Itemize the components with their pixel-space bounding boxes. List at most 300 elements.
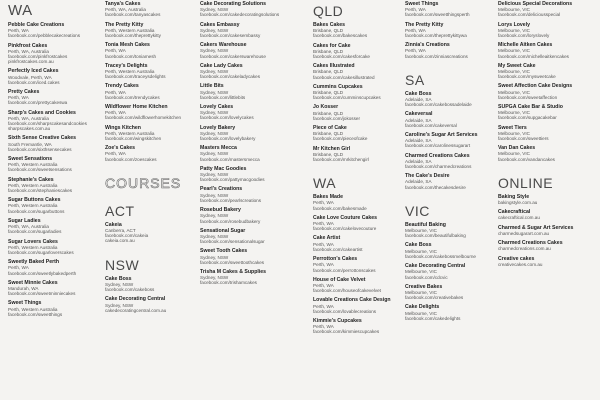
- listing-name: Sugar Buttons Cakes: [8, 197, 61, 204]
- listing-detail: charmedsugarart.com.au: [498, 230, 550, 236]
- listing-entry: [313, 44, 409, 60]
- listing-entry: [105, 105, 201, 121]
- listing-detail: facebook.com/houseofcakevelvet: [313, 288, 381, 294]
- listing-detail: facebook.com/mastersmecca: [200, 156, 260, 162]
- listing-entry: [313, 319, 409, 335]
- listing-entry: [200, 229, 296, 245]
- listing-name: Tracey's Delights: [105, 62, 148, 69]
- listing-entry: [200, 187, 296, 203]
- listing-entry: [405, 23, 501, 39]
- listing-detail: facebook.com/cdcvic: [405, 274, 448, 280]
- listing-entry: [405, 43, 501, 59]
- region-heading: COURSES: [105, 174, 182, 191]
- listing-name: Pinkfrost Cakes: [8, 42, 48, 49]
- listing-name: Cake Love Couture Cakes: [313, 214, 378, 221]
- listing-detail: Perth, WA: [313, 303, 334, 309]
- listing-name: Cakers Warehouse: [200, 42, 247, 49]
- listing-name: Cummins Cupcakes: [313, 83, 363, 90]
- region-heading: VIC: [405, 202, 430, 219]
- listing-entry: [8, 69, 104, 85]
- listing-name: Creative cakes: [498, 255, 535, 262]
- listing-name: Cakes Embassy: [200, 21, 240, 28]
- listing-detail: bakingstyle.com.au: [498, 200, 538, 206]
- listing-detail: Melbourne, VIC: [498, 69, 530, 75]
- listing-detail: Melbourne, VIC: [498, 130, 530, 136]
- listing-name: Sweet Things: [405, 1, 439, 7]
- listing-detail: facebook.com/toniamesh: [105, 53, 157, 59]
- listing-detail: Perth, WA: [405, 48, 426, 54]
- listing-name: Beautiful Baking: [405, 221, 446, 228]
- listing-detail: Melbourne, VIC: [498, 89, 530, 95]
- listing-name: Tonia Mesh Cakes: [105, 42, 150, 49]
- listing-detail: Perth, WA: [313, 324, 334, 330]
- listing-entry: [8, 281, 104, 297]
- listing-detail: Woodvale, Perth, WA: [8, 74, 52, 80]
- listing-detail: Perth, Western Australia: [8, 244, 58, 250]
- listing-entry: [200, 84, 296, 100]
- listing-name: Perrotton's Cakes: [313, 256, 358, 263]
- listing-detail: facebook.com/supgacakebar: [498, 115, 557, 121]
- listing-name: Pebble Cake Creations: [8, 22, 65, 28]
- listing-detail: facebook.com/lovablecreations: [313, 308, 377, 314]
- listing-name: The Cake's Desire: [405, 173, 450, 180]
- listing-detail: Melbourne, VIC: [405, 269, 437, 275]
- listing-entry: [200, 270, 296, 286]
- listing-name: Kimmie's Cupcakes: [313, 317, 362, 324]
- listing-name: Rosebud Bakery: [200, 207, 241, 214]
- listing-entry: [200, 43, 296, 59]
- listing-detail: Perth, WA: [105, 151, 126, 157]
- listing-detail: facebook.com/pinkfrostcakes: [8, 54, 68, 60]
- listing-detail: facebook.com/sweetaffection: [498, 94, 558, 100]
- listing-detail: facebook.com/traceysdelights: [105, 74, 166, 80]
- listing-name: Lovable Creations Cake Design: [313, 297, 391, 304]
- listing-entry: [405, 223, 501, 239]
- listing-entry: [8, 23, 104, 39]
- listing-detail: facebook.com/sweetlybakedperth: [8, 270, 77, 276]
- listing-name: Masters Mecca: [200, 145, 237, 152]
- listing-entry: [405, 264, 501, 280]
- listing-entry: [8, 111, 104, 132]
- listing-detail: facebook.com/sweetthings: [8, 311, 63, 317]
- listing-detail: facebook.com/cakeartist: [313, 246, 363, 252]
- listing-entry: [200, 105, 296, 121]
- region-heading: QLD: [313, 3, 344, 19]
- listing-entry: [313, 257, 409, 273]
- listing-detail: Perth, WA: [8, 28, 29, 34]
- listing-detail: Perth, Western Australia: [105, 27, 155, 33]
- listing-detail: facebook.com/mrkitchengirl: [313, 157, 369, 163]
- listing-detail: Sydney, NSW: [200, 254, 229, 260]
- listing-name: Cake Decorating Solutions: [200, 1, 267, 7]
- column-2: [105, 0, 201, 318]
- listing-entry: [405, 174, 501, 190]
- region-heading: WA: [313, 175, 337, 192]
- listing-detail: facebook.com/bakesmade: [313, 205, 367, 211]
- listing-detail: Adelaide, SA: [405, 179, 432, 185]
- listing-detail: Perth, Western Australia: [8, 162, 58, 168]
- listing-entry: [313, 195, 409, 211]
- listing-detail: Sydney, NSW: [200, 192, 229, 198]
- listing-entry: [200, 23, 296, 39]
- listing-detail: Sydney, NSW: [200, 89, 229, 95]
- listing-name: Sweet Tooth Cakes: [200, 248, 248, 255]
- listing-entry: [105, 64, 201, 80]
- listing-detail: cakedecoratingcentral.com.au: [105, 307, 167, 313]
- listing-detail: Perth, WA: [313, 221, 334, 227]
- listing-detail: facebook.com/stephaniescakes: [8, 188, 73, 194]
- listing-detail: Melbourne, VIC: [498, 48, 530, 54]
- listing-name: Cake Decorating Central: [105, 296, 166, 303]
- listing-detail: Sydney, NSW: [200, 27, 229, 33]
- listing-detail: facebook.com/theprettykitty: [105, 33, 161, 39]
- listing-entry: [313, 147, 409, 163]
- listing-entry: [405, 285, 501, 301]
- listing-entry: [105, 23, 201, 39]
- listing-entry: [498, 2, 594, 18]
- listing-detail: facebook.com/sweetminniecakes: [8, 291, 76, 297]
- listing-name: Cake Boss: [105, 275, 132, 282]
- listing-detail: South Fremantle, WA: [8, 141, 52, 147]
- listing-detail: facebook.com/vandancakes: [498, 156, 555, 162]
- listing-entry: [8, 260, 104, 276]
- listing-detail: facebook.com/sugarladies: [8, 229, 62, 235]
- listing-entry: [8, 240, 104, 256]
- listing-detail: facebook.com/tanyascakes: [105, 12, 161, 18]
- listing-name: Cakecraftical: [498, 209, 531, 216]
- listing-detail: creativecakes.com.au: [498, 261, 543, 267]
- listing-detail: Sydney, NSW: [200, 110, 229, 116]
- listing-entry: [498, 257, 594, 267]
- region-heading: SA: [405, 71, 425, 88]
- listing-name: Perfectly Iced Cakes: [8, 68, 59, 75]
- listing-entry: [8, 178, 104, 194]
- listing-entry: [498, 126, 594, 142]
- listing-entry: [498, 43, 594, 59]
- listing-name: Cake Lady Cakes: [200, 62, 243, 69]
- listing-entry: [105, 223, 201, 244]
- listing-name: Wildflower Home Kitchen: [105, 104, 168, 111]
- listing-name: Cake Artist: [313, 235, 341, 242]
- listing-entry: [200, 64, 296, 80]
- listing-entry: [313, 23, 409, 39]
- listing-entry: [498, 241, 594, 251]
- listing-detail: facebook.com/sharpscakesandcookies: [8, 121, 87, 127]
- listing-detail: facebook.com/deliciousspecial: [498, 12, 561, 18]
- listing-name: Sweet Minnie Cakes: [8, 279, 58, 286]
- listing-detail: Perth, WA: [8, 95, 29, 101]
- listing-name: Van Dan Cakes: [498, 145, 536, 152]
- listing-detail: facebook.com/cakeladycakes: [200, 74, 261, 80]
- listing-detail: Perth, Western Australia: [105, 69, 155, 75]
- listing-detail: Perth, WA, Australia: [105, 7, 146, 13]
- listing-detail: Perth, WA: [313, 262, 334, 268]
- listing-detail: facebook.com/zinniascreations: [405, 53, 468, 59]
- listing-entry: [8, 90, 104, 106]
- listing-name: Lovely Cakes: [200, 104, 234, 111]
- listing-detail: facebook.com/littlebits: [200, 94, 246, 100]
- listing-detail: facebook.com/pattymacgoodies: [200, 177, 265, 183]
- listing-detail: facebook.com/cakeboss: [105, 287, 155, 293]
- listing-entry: [313, 105, 409, 121]
- listing-detail: Perth, Western Australia: [8, 182, 58, 188]
- listing-name: Cakes for Cake: [313, 42, 351, 49]
- listing-detail: facebook.com/cakebossmelbourne: [405, 253, 476, 259]
- listing-detail: Adelaide, SA: [405, 138, 432, 144]
- listing-name: Sweet Things: [8, 300, 42, 307]
- column-5: [405, 0, 501, 326]
- listing-entry: [498, 226, 594, 236]
- listing-detail: Sydney, NSW: [200, 233, 229, 239]
- listing-detail: facebook.com/pebblecakecreations: [8, 33, 81, 39]
- listing-name: Charmed Creations Cakes: [498, 240, 563, 247]
- listing-entry: [498, 105, 594, 121]
- listing-entry: [105, 2, 201, 18]
- listing-detail: Perth, WA: [313, 282, 334, 288]
- listing-detail: Melbourne, VIC: [405, 310, 437, 316]
- listing-name: Sensational Sugar: [200, 227, 246, 234]
- listing-detail: facebook.com/sweetthingsperth: [405, 12, 470, 18]
- listing-detail: facebook.com/sweetsensations: [8, 167, 72, 173]
- listing-detail: facebook.com/charmedcreations: [405, 164, 472, 170]
- listing-detail: facebook.com/bakescakes: [313, 33, 368, 39]
- listing-detail: Melbourne, VIC: [498, 110, 530, 116]
- listing-entry: [8, 136, 104, 152]
- listing-entry: [405, 154, 501, 170]
- listing-detail: Melbourne, VIC: [405, 228, 437, 234]
- listing-entry: [313, 236, 409, 252]
- listing-entry: [105, 146, 201, 162]
- listing-detail: Brisbane, QLD: [313, 48, 344, 54]
- listing-detail: Perth, WA: [105, 110, 126, 116]
- listing-name: SUPGA Cake Bar & Studio: [498, 104, 563, 111]
- listing-detail: pinkfrostcakes.com.au: [8, 59, 54, 65]
- listing-name: Piece of Cake: [313, 125, 347, 132]
- listing-detail: facebook.com/loryslovely: [498, 33, 550, 39]
- listing-name: Cake Delights: [405, 304, 440, 311]
- listing-name: Baking Style: [498, 193, 530, 200]
- column-6: [498, 0, 594, 272]
- listing-detail: Brisbane, QLD: [313, 28, 344, 34]
- listing-name: Cake Boss: [405, 90, 432, 97]
- listing-detail: facebook.com/cakedecoratingsolutions: [200, 12, 280, 18]
- listing-name: Sharp's Cakes and Cookies: [8, 109, 76, 116]
- listing-entry: [498, 64, 594, 80]
- listing-detail: Perth, WA: [313, 241, 334, 247]
- listing-name: Charmed Creations Cakes: [405, 152, 470, 159]
- listing-detail: Sydney, NSW: [200, 275, 229, 281]
- listing-entry: [313, 64, 409, 80]
- listing-name: Cake Decorating Central: [405, 263, 466, 270]
- listing-entry: [313, 278, 409, 294]
- listing-name: Bakes Cakes: [313, 22, 346, 28]
- listing-detail: facebook.com/trendycakes: [105, 94, 160, 100]
- listing-entry: [498, 146, 594, 162]
- listing-detail: facebook.com/thecakesdesire: [405, 184, 466, 190]
- listing-name: Tanya's Cakes: [105, 1, 141, 7]
- listing-detail: facebook.com/cakelovecouture: [313, 226, 377, 232]
- listing-detail: facebook.com/lovelybakery: [200, 136, 256, 142]
- listing-detail: Sydney, NSW: [200, 130, 229, 136]
- listing-detail: cakeia.com.au: [105, 238, 135, 244]
- listing-detail: facebook.com/lovelycakes: [200, 115, 254, 121]
- listing-detail: Sydney, NSW: [105, 302, 134, 308]
- listing-name: Pretty Cakes: [8, 89, 40, 96]
- listing-entry: [8, 301, 104, 317]
- listing-detail: facebook.com/sweettoothcakes: [200, 259, 265, 265]
- listing-name: Sixth Sense Creative Cakes: [8, 135, 77, 142]
- listing-detail: facebook.com/creativebakes: [405, 295, 464, 301]
- listing-detail: facebook.com/cakeia: [105, 233, 149, 239]
- listing-name: Sweet Affection Cake Designs: [498, 83, 573, 90]
- listing-entry: [405, 133, 501, 149]
- listing-detail: Brisbane, QLD: [313, 90, 344, 96]
- listing-detail: facebook.com/mysweetcake: [498, 74, 556, 80]
- listing-entry: [200, 249, 296, 265]
- listing-detail: Perth, WA, Australia: [8, 115, 49, 121]
- listing-detail: Canberra, ACT: [105, 228, 136, 234]
- listing-detail: facebook.com/wildflowerhomekitchen: [105, 115, 182, 121]
- listing-detail: facebook.com/sweettiers: [498, 136, 549, 142]
- listing-entry: [105, 43, 201, 59]
- listing-detail: facebook.com/cakesillustrated: [313, 74, 375, 80]
- listing-name: Charmed & Sugar Art Services: [498, 224, 574, 231]
- listing-detail: Brisbane, QLD: [313, 110, 344, 116]
- listing-entry: [8, 198, 104, 214]
- region-heading: WA: [8, 2, 33, 19]
- listing-detail: Perth, WA, Australia: [8, 224, 49, 230]
- listing-name: Jo Kosser: [313, 104, 339, 111]
- listing-detail: cakecraftical.com.au: [498, 215, 540, 221]
- listing-name: Caroline's Sugar Art Services: [405, 132, 478, 139]
- listing-detail: facebook.com/cakebossadelaide: [405, 102, 472, 108]
- listing-detail: Sydney, NSW: [200, 7, 229, 13]
- region-heading: NSW: [105, 256, 140, 273]
- listing-entry: [313, 216, 409, 232]
- listing-detail: facebook.com/pieceofcake: [313, 136, 368, 142]
- listing-name: Sugar Lovers Cakes: [8, 238, 58, 245]
- listing-detail: Adelaide, SA: [405, 117, 432, 123]
- listing-detail: Brisbane, QLD: [313, 151, 344, 157]
- region-heading: ONLINE: [498, 174, 554, 191]
- listing-detail: Sydney, NSW: [200, 172, 229, 178]
- listing-detail: Perth, WA: [8, 265, 29, 271]
- listing-name: Delicious Special Decorations: [498, 1, 573, 7]
- listing-detail: Adelaide, SA: [405, 97, 432, 103]
- listing-detail: facebook.com/cakesforcake: [313, 54, 370, 60]
- listing-name: Bakes Made: [313, 194, 343, 201]
- listing-detail: Melbourne, VIC: [405, 289, 437, 295]
- listing-detail: Sydney, NSW: [200, 69, 229, 75]
- listing-entry: [105, 297, 201, 313]
- listing-entry: [405, 92, 501, 108]
- listing-entry: [105, 84, 201, 100]
- listing-name: Sugar Ladies: [8, 217, 41, 224]
- listing-detail: Sydney, NSW: [200, 151, 229, 157]
- listing-name: Little Bits: [200, 83, 224, 90]
- listing-detail: facebook.com/sixthsensecakes: [8, 146, 72, 152]
- listing-detail: facebook.com/sensationalsugar: [200, 239, 265, 245]
- listing-entry: [8, 44, 104, 65]
- listing-detail: Melbourne, VIC: [498, 7, 530, 13]
- listing-detail: facebook.com/perrottonscakes: [313, 267, 376, 273]
- listing-detail: facebook.com/cakeversal: [405, 122, 457, 128]
- listing-name: Zinnia's Creations: [405, 42, 450, 49]
- listing-detail: Sydney, NSW: [200, 48, 229, 54]
- listing-entry: [313, 85, 409, 101]
- listing-detail: facebook.com/zoescakes: [105, 156, 157, 162]
- listing-entry: [405, 243, 501, 259]
- listing-entry: [200, 126, 296, 142]
- listing-detail: Perth, WA: [405, 27, 426, 33]
- listing-name: Lorys Lovely: [498, 21, 531, 28]
- listing-entry: [8, 157, 104, 173]
- listing-detail: Melbourne, VIC: [498, 27, 530, 33]
- listing-name: Sweetly Baked Perth: [8, 259, 60, 266]
- listing-entry: [200, 146, 296, 162]
- listing-detail: facebook.com/carolinessugarart: [405, 143, 471, 149]
- listing-detail: facebook.com/sugarloverscakes: [8, 249, 74, 255]
- listing-detail: facebook.com/iced.cakes: [8, 79, 60, 85]
- listing-detail: Perth, WA: [105, 89, 126, 95]
- listing-detail: Melbourne, VIC: [498, 151, 530, 157]
- listing-entry: [105, 126, 201, 142]
- listing-name: The Pretty Kitty: [105, 21, 144, 28]
- listing-detail: Sydney, NSW: [200, 213, 229, 219]
- listing-detail: Mandurah, WA: [8, 285, 39, 291]
- listing-name: Lovely Bakery: [200, 124, 236, 131]
- listing-name: Michelle Aitken Cakes: [498, 42, 553, 49]
- listing-name: Zoe's Cakes: [105, 145, 136, 152]
- listing-detail: Sydney, NSW: [105, 281, 134, 287]
- listing-entry: [498, 210, 594, 220]
- listing-detail: facebook.com/beautifulbaking: [405, 233, 466, 239]
- listing-name: My Sweet Cake: [498, 62, 536, 69]
- listing-detail: Brisbane, QLD: [313, 69, 344, 75]
- listing-name: Trisha M Cakes & Supplies: [200, 268, 267, 275]
- listing-detail: Perth, Western Australia: [105, 130, 155, 136]
- listing-name: House of Cake Velvet: [313, 276, 366, 283]
- listing-name: Cake Boss: [405, 242, 432, 249]
- listing-detail: facebook.com/wingskitchen: [105, 136, 162, 142]
- listing-detail: Perth, Western Australia: [8, 203, 58, 209]
- listing-detail: facebook.com/rosebudbakery: [200, 218, 261, 224]
- listing-name: Sweet Sensations: [8, 156, 53, 163]
- listing-entry: [405, 305, 501, 321]
- listing-entry: [498, 23, 594, 39]
- listing-detail: Melbourne, VIC: [405, 248, 437, 254]
- listing-name: The Pretty Kitty: [405, 21, 444, 28]
- listing-detail: facebook.com/prettycakeswa: [8, 100, 68, 106]
- listing-name: Mr Kitchen Girl: [313, 145, 351, 152]
- listing-detail: Adelaide, SA: [405, 158, 432, 164]
- listing-detail: facebook.com/cakesembassy: [200, 33, 261, 39]
- listing-detail: facebook.com/pearlscreations: [200, 197, 262, 203]
- listing-entry: [200, 167, 296, 183]
- listing-detail: facebook.com/sugarbuttons: [8, 208, 65, 214]
- column-4: [313, 0, 409, 340]
- listing-detail: facebook.com/cakedelights: [405, 315, 461, 321]
- listing-detail: Perth, WA, Australia: [8, 48, 49, 54]
- column-1: [8, 0, 104, 322]
- listing-detail: Perth, WA: [313, 200, 334, 206]
- listing-detail: sharpscakes.com.au: [8, 126, 51, 132]
- listing-name: Patty Mac Goodies: [200, 165, 247, 172]
- listing-name: Cakes Illustrated: [313, 63, 355, 70]
- listing-entry: [498, 195, 594, 205]
- listing-detail: charmedcreations.com.au: [498, 246, 551, 252]
- listing-entry: [105, 277, 201, 293]
